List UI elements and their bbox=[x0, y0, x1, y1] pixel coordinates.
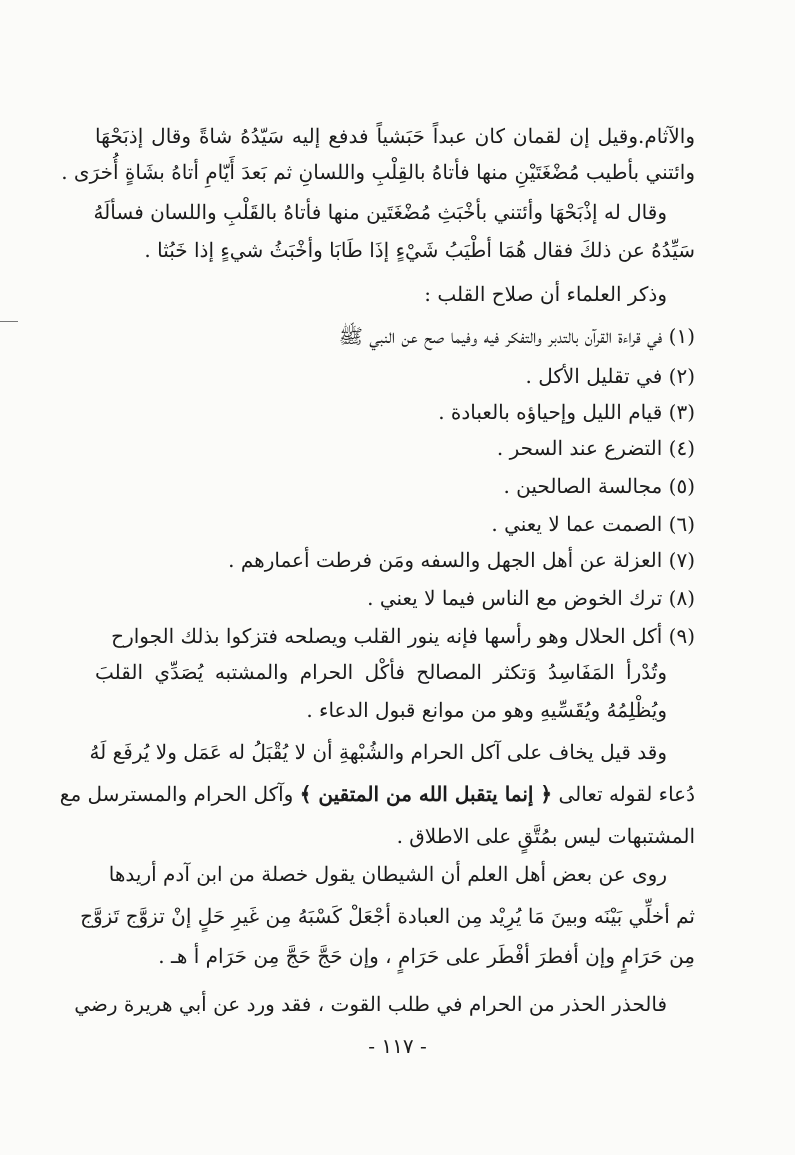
list-item bbox=[95, 580, 695, 616]
list-item-number: (٥) bbox=[668, 474, 695, 498]
margin-mark bbox=[0, 321, 18, 322]
list-item-number: (٩) bbox=[668, 624, 695, 648]
paragraph3-text-after: وآكل الحرام والمسترسل مع bbox=[59, 782, 294, 806]
paragraph3-line2 bbox=[59, 776, 695, 812]
list-item bbox=[95, 468, 695, 504]
list-item-text: التضرع عند السحر . bbox=[496, 436, 663, 460]
list-item-text: مجالسة الصالحين . bbox=[503, 474, 663, 498]
paragraph3-line3: المشتبهات ليس بمُتَّقٍ على الاطلاق . bbox=[396, 824, 695, 848]
list-item-number: (٤) bbox=[668, 436, 695, 460]
list-item-text: ترك الخوض مع الناس فيما لا يعني . bbox=[367, 586, 663, 610]
quran-verse: ﴿ إنما يتقبل الله من المتقين ﴾ bbox=[299, 782, 553, 806]
list-item-number: (٨) bbox=[668, 586, 695, 610]
paragraph2-line1: وقال له إذْبَحْهَا وأئتني بأخْبَثِ مُضْغَتَين منها فأتاهُ بالقَلْبِ واللسان فسألَهُ bbox=[93, 200, 667, 224]
paragraph5-line1: فالحذر الحذر من الحرام في طلب القوت ، فقد ورد عن أبي هريرة رضي bbox=[74, 992, 667, 1016]
page-number: - ١١٧ - bbox=[368, 1034, 427, 1058]
paragraph1-line2: وائتني بأطيب مُضْغَتَيْنِ منها فأتاهُ بالقِلْبِ واللسانِ ثم بَعدَ أَيّامِ أتاهُ بشَاةٍ أُخرَى . bbox=[61, 160, 695, 184]
list-item bbox=[95, 618, 695, 654]
list-item bbox=[95, 506, 695, 542]
item9-continuation-line1: وتُدْرأ المَفَاسِدُ وَتكثر المصالح فأكْل الحرام والمشتبه يُصَدِّي القلبَ bbox=[95, 660, 667, 684]
list-item-text: قيام الليل وإحياؤه بالعبادة . bbox=[438, 400, 663, 424]
list-item bbox=[95, 394, 695, 430]
list-item-text: في قراءة القرآن بالتدبر والتفكر فيه وفيما صح عن النبي ﷺ bbox=[338, 324, 663, 348]
list-item-number: (٣) bbox=[668, 400, 695, 424]
list-intro: وذكر العلماء أن صلاح القلب : bbox=[424, 282, 667, 306]
list-item-number: (٧) bbox=[668, 548, 695, 572]
list-item-number: (٦) bbox=[668, 512, 695, 536]
item9-continuation-line2: ويُظْلِمُهُ ويُقَسِّيهِ وهو من موانع قبول الدعاء . bbox=[306, 698, 667, 722]
paragraph4-line3: مِن حَرَامٍ وإن أفطرَ أفْطَر على حَرَامٍ ، وإن حَجَّ حَجَّ مِن حَرَام أ هـ . bbox=[158, 944, 695, 968]
paragraph3-line1: وقد قيل يخاف على آكل الحرام والشُبْهةِ أن لا يُقْبَلُ له عَمَل ولا يُرفَع لَهُ bbox=[89, 740, 667, 764]
paragraph2-line2: سَيِّدُهُ عن ذلكَ فقال هُمَا أطْيَبُ شَيْءٍ إذَا طَابَا وأخْبَثُ شيءٍ إذا خَبُثا . bbox=[144, 238, 695, 262]
list-item bbox=[95, 358, 695, 394]
list-item bbox=[95, 542, 695, 578]
list-item-text: أكل الحلال وهو رأسها فإنه ينور القلب ويصلحه فتزكوا بذلك الجوارح bbox=[111, 624, 663, 648]
list-item bbox=[95, 430, 695, 466]
paragraph4-line1: روى عن بعض أهل العلم أن الشيطان يقول خصلة من ابن آدم أريدها bbox=[108, 862, 667, 886]
list-item-text: العزلة عن أهل الجهل والسفه ومَن فرطت أعمارهم . bbox=[228, 548, 663, 572]
paragraph4-line2: ثم أخلِّي بَيْنَه وبينَ مَا يُرِيْد مِن العبادة أجْعَلْ كَسْبَهُ مِن غَيرِ حَلٍ إنْ تزوَّج تَزوَّج bbox=[80, 904, 695, 928]
list-item-number: (٢) bbox=[668, 364, 695, 388]
list-item-text: الصمت عما لا يعني . bbox=[491, 512, 663, 536]
paragraph3-text-before: دُعاء لقوله تعالى bbox=[558, 782, 695, 806]
paragraph1-line1: والآثام.وقيل إن لقمان كان عبداً حَبَشياً فدفع إليه سَيّدُهُ شاةً وقال إذبَحْهَا bbox=[95, 124, 695, 148]
list-item bbox=[95, 318, 695, 354]
list-item-number: (١) bbox=[668, 324, 695, 348]
list-item-text: في تقليل الأكل . bbox=[525, 364, 663, 388]
